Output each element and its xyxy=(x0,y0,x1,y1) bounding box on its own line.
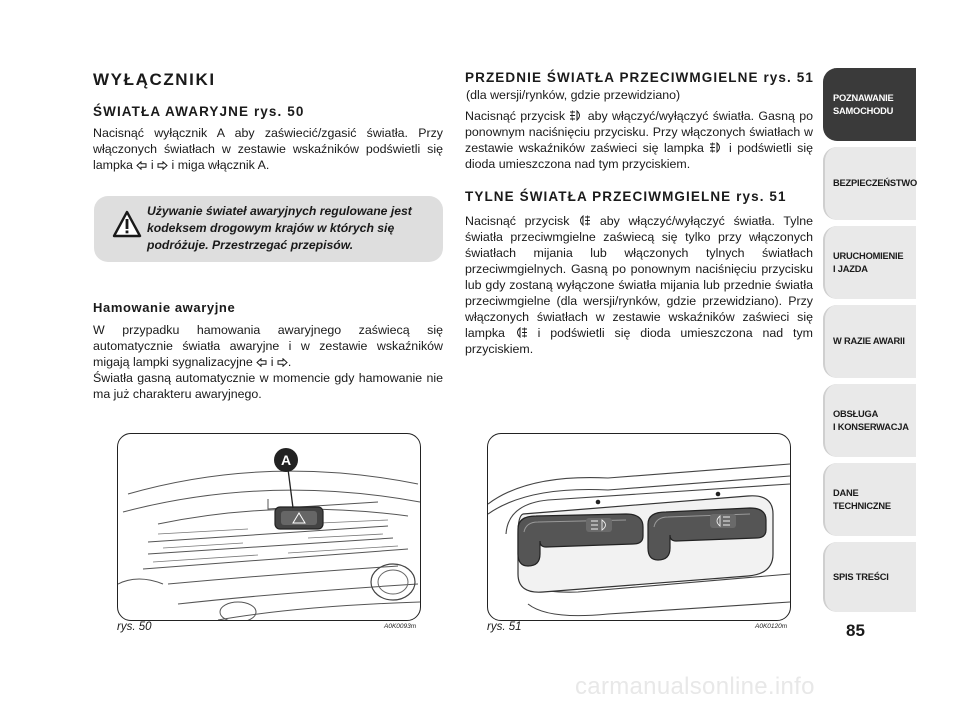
tab-spis-tresci[interactable] xyxy=(823,542,916,612)
turn-right-arrow-icon xyxy=(157,161,168,170)
tab-label-line1: POZNAWANIE xyxy=(833,92,894,103)
tab-poznawanie-samochodu[interactable] xyxy=(823,68,916,141)
fog-light-switches-drawing xyxy=(488,434,790,620)
dashboard-hazard-switch-drawing xyxy=(118,434,420,620)
tab-label-line1: URUCHOMIENIE xyxy=(833,250,904,261)
braking-text-b: i xyxy=(270,355,274,369)
hazard-lights-paragraph xyxy=(93,125,443,173)
tab-label-line2: I KONSERWACJA xyxy=(833,421,909,432)
tab-label-line2: I JAZDA xyxy=(833,263,868,274)
warning-box xyxy=(94,196,443,262)
tab-label-line1: BEZPIECZEŃSTWO xyxy=(833,178,917,188)
rear-fog-light-icon xyxy=(578,215,591,226)
emergency-braking-paragraph xyxy=(93,322,443,402)
braking-text-a: W przypadku hamowania awaryjnego zaświecą się automatycznie światła awaryjne i w zestawie wskaźników migają lampki sygnalizacyjne xyxy=(93,323,443,369)
warning-triangle-icon xyxy=(112,210,142,238)
figure-50-caption: rys. 50 xyxy=(117,621,152,633)
page-title: WYŁĄCZNIKI xyxy=(93,70,216,89)
front-fog-subtitle: (dla wersji/rynków, gdzie przewidziano) xyxy=(466,88,681,102)
front-fog-light-icon xyxy=(709,142,723,153)
tab-obsluga-i-konserwacja[interactable] xyxy=(823,384,916,457)
watermark[interactable]: carmanualsonline.info xyxy=(575,673,815,700)
turn-right-arrow-icon xyxy=(277,358,288,367)
tab-label-line1: W RAZIE AWARII xyxy=(833,336,905,346)
figure-50-label-a: A xyxy=(280,452,292,468)
section-title-emergency-braking: Hamowanie awaryjne xyxy=(93,300,236,315)
front-fog-text-c: i podświetli się dioda umieszczona nad tym przyciskiem. xyxy=(465,141,813,171)
section-title-front-fog: PRZEDNIE ŚWIATŁA PRZECIWMGIELNE rys. 51 xyxy=(465,70,814,85)
hazard-text-b: i xyxy=(150,158,154,172)
tab-dane-techniczne[interactable] xyxy=(823,463,916,536)
tab-bezpieczenstwo[interactable] xyxy=(823,147,916,220)
figure-51-caption: rys. 51 xyxy=(487,621,522,633)
warning-text: Używanie świateł awaryjnych regulowane jest kodeksem drogowym krajów w których się podróżuje. Przestrzegać przepisów. xyxy=(147,204,412,252)
front-fog-light-icon xyxy=(569,110,583,121)
turn-left-arrow-icon xyxy=(136,161,147,170)
figure-51-code: A0K0120m xyxy=(755,623,788,630)
hazard-text-a: Nacisnąć wyłącznik A aby zaświecić/zgasić światła. Przy włączonych światłach w zestawie wskaźników podświetli się lampka xyxy=(93,126,443,172)
rear-fog-text-a: Nacisnąć przycisk xyxy=(465,214,570,228)
tab-uruchomienie-i-jazda[interactable] xyxy=(823,226,916,299)
hazard-text-c: i miga włącznik A. xyxy=(171,158,270,172)
section-title-hazard-lights: ŚWIATŁA AWARYJNE rys. 50 xyxy=(93,104,305,119)
rear-fog-text-b: aby włączyć/wyłączyć światła. Tylne światła przeciwmgielne zaświecą się tylko przy włączonych światłach mijania lub włączonych tylnych światłach przeciwmgielnych. Gasną po ponownym naciśnięciu przycisku lub gdy zostaną wyłączone światła mijania lub przednie światła przeciwmgielne (dla wersji/rynków, gdzie przewidziano). Przy włączonych światłach w zestawie wskaźników zaświeci się lampka xyxy=(465,214,813,340)
page-number: 85 xyxy=(846,621,865,640)
rear-fog-text-c: i podświetli się dioda umieszczona nad tym przyciskiem. xyxy=(465,326,814,356)
braking-text-d: Światła gasną automatycznie w momencie gdy hamowanie nie ma już charakteru awaryjnego. xyxy=(93,371,443,401)
rear-fog-paragraph xyxy=(465,213,813,357)
tab-label-line1: OBSŁUGA xyxy=(833,408,879,419)
section-title-rear-fog: TYLNE ŚWIATŁA PRZECIWMGIELNE rys. 51 xyxy=(465,189,787,204)
tab-w-razie-awarii[interactable] xyxy=(823,305,916,378)
tab-label-line1: DANE xyxy=(833,487,859,498)
tab-label-line2: SAMOCHODU xyxy=(833,105,894,116)
front-fog-text-a: Nacisnąć przycisk xyxy=(465,109,566,123)
braking-text-c: . xyxy=(287,355,292,369)
turn-left-arrow-icon xyxy=(256,358,267,367)
front-fog-text-b: aby włączyć/wyłączyć światła. Gasną po ponownym naciśnięciu przycisku. Przy włączonych światłach w zestawie wskaźników zaświeci się lampka xyxy=(465,109,813,155)
tab-label-line1: SPIS TREŚCI xyxy=(833,571,889,582)
figure-50-illustration xyxy=(117,433,421,621)
rear-fog-light-icon xyxy=(515,327,528,338)
figure-51-illustration xyxy=(487,433,791,621)
front-fog-paragraph xyxy=(465,108,813,172)
tab-label-line2: TECHNICZNE xyxy=(833,500,891,511)
figure-50-code: A0K0093m xyxy=(384,623,417,630)
